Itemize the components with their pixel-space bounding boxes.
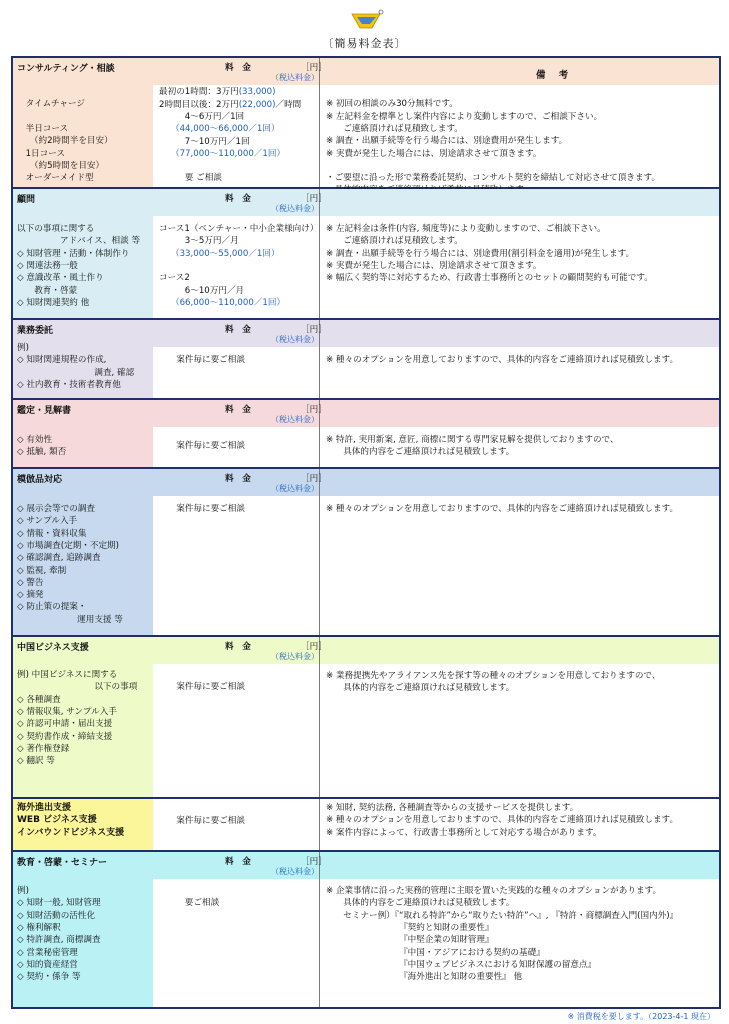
category-item: タイムチャージ [17, 99, 85, 110]
category-item: ◇ 契約書作成・締結支援 [17, 731, 113, 742]
category-item: （約2時間半を目安） [17, 136, 113, 147]
fee-label: 料 金 [225, 642, 251, 652]
category-item: ◇ サンプル入手 [17, 516, 78, 527]
fee-line [159, 297, 285, 309]
fee-line [159, 815, 245, 827]
yen-unit-label: ［円］ [301, 194, 327, 204]
fee-main: 要ご相談 [159, 898, 220, 909]
remark-line: 『中国ウェブビジネスにおける知財保護の留意点』 [326, 959, 597, 970]
fee-line [159, 172, 222, 184]
section-header-band [13, 637, 719, 664]
fee-line [159, 503, 245, 515]
yen-unit-label: ［円］ [301, 63, 327, 73]
remark-line: 『中堅企業の知財管理』 [326, 935, 494, 946]
fee-label: 料 金 [225, 474, 251, 484]
fee-main: 6～10万円／月 [159, 285, 245, 296]
fee-main: 最初の1時間：3万円 [159, 87, 239, 98]
category-item: ◇ 有効性 [17, 435, 53, 445]
column-divider [319, 189, 320, 318]
category-item: ◇ 権利解釈 [17, 922, 61, 933]
remark-line: ご連絡頂ければ見積致します。 [326, 123, 463, 134]
fee-label: 料 金 [225, 325, 251, 335]
fee-line [159, 136, 250, 148]
tax-included-label: （税込料金） [271, 484, 319, 493]
firm-logo [350, 9, 384, 33]
section-3 [13, 320, 719, 400]
fee-main: コース1（ベンチャー・中小企業様向け） [159, 224, 319, 234]
category-item: ◇ 各種調査 [17, 694, 61, 705]
category-item: ◇ 翻訳 等 [17, 756, 55, 767]
category-item: ◇ 営業秘密管理 [17, 947, 78, 958]
section-title: 模倣品対応 [17, 475, 63, 485]
section-5 [13, 469, 719, 637]
fee-main: 4～6万円／1回 [159, 111, 245, 122]
remark-line: ※ 特許, 実用新案, 意匠, 商標に関する専門家見解を提供しておりますので、 [326, 435, 619, 445]
fee-table [11, 56, 721, 1009]
fee-main: 案件毎に要ご相談 [159, 682, 245, 693]
fee-label: 料 金 [225, 405, 251, 415]
document-title: 〔簡易料金表〕 [322, 37, 407, 50]
fee-line [159, 272, 190, 284]
category-item: ◇ 抵触, 類否 [17, 447, 67, 458]
section-title: コンサルティング・相談 [17, 64, 115, 74]
remark-line: ※ 知財, 契約法務, 各種調査等からの支援サービスを提供します。 [326, 803, 579, 813]
category-item: ◇ 情報・資料収集 [17, 528, 87, 539]
column-divider [319, 637, 320, 797]
category-item: ◇ 著作権登録 [17, 743, 70, 754]
remark-line: ・ご要望に沿った形で業務委託契約、コンサルト契約を締結して対応させて頂きます。 [326, 173, 661, 184]
category-item: （約5時間を目安） [17, 160, 105, 171]
category-item: ◇ 知財活動の活性化 [17, 910, 96, 921]
category-item: 例) 中国ビジネスに関する [17, 670, 118, 680]
yen-unit-label: ［円］ [301, 405, 327, 415]
tax-included-label: （税込料金） [271, 415, 319, 424]
section-header-band [13, 58, 719, 85]
tax-footnote: ※ 消費税を要します。（2023-4-1 現在） [567, 1012, 715, 1021]
category-item: ◇ 情報収集, サンプル入手 [17, 706, 117, 717]
fee-line [159, 111, 244, 123]
column-divider [319, 58, 320, 187]
category-item: ◇ 防止策の提案・ [17, 602, 87, 613]
category-item: 以下の事項に関する [17, 224, 95, 234]
fee-line [159, 440, 245, 452]
section-title: 教育・啓蒙・セミナー [17, 858, 108, 868]
fee-label: 料 金 [225, 194, 251, 204]
fee-line [159, 248, 280, 260]
fee-line [159, 99, 301, 111]
column-divider [319, 799, 320, 850]
category-item: 調査, 確認 [17, 367, 135, 378]
remark-line: ※ 実費が発生した場合には、別途請求させて頂きます。 [326, 148, 542, 159]
remark-line: ※ 実費が発生した場合には、別途請求させて頂きます。 [326, 260, 542, 271]
section-4 [13, 400, 719, 469]
category-item: ◇ 知財一般, 知財管理 [17, 898, 101, 909]
remark-line: ※ 調査・出願手続等を行う場合には、別途費用(割引料金を適用)が発生します。 [326, 248, 635, 259]
remark-line: ※ 幅広く契約等に対応するため、行政書士事務所とのセットの顧問契約も可能です。 [326, 273, 653, 284]
fee-tax-included: （33,000～55,000／1回） [171, 248, 280, 259]
category-item: ◇ 知的資産経営 [17, 959, 78, 970]
fee-line [159, 235, 239, 247]
section-title: 鑑定・見解書 [17, 406, 72, 416]
category-item: ◇ 摘発 [17, 590, 44, 601]
remark-line: ※ 種々のオプションを用意しておりますので、具体的内容をご連絡頂ければ見積致します。 [326, 355, 679, 365]
remark-line: ※ 案件内容によって、行政書士事務所として対応する場合があります。 [326, 827, 602, 838]
section-header-band [13, 189, 719, 216]
fee-line [159, 86, 275, 98]
section-title: 顧問 [17, 195, 36, 205]
section-header-band [13, 400, 719, 427]
remark-line: 『中国・アジアにおける契約の基礎』 [326, 947, 545, 958]
section-2 [13, 189, 719, 320]
category-item: ◇ 確認調査, 追跡調査 [17, 553, 101, 564]
category-item: 1日コース [17, 148, 66, 159]
category-item: オーダーメイド型 [17, 173, 94, 184]
category-item: ◇ 監視, 牽制 [17, 565, 67, 576]
fee-main: 案件毎に要ご相談 [159, 355, 245, 366]
fee-line [159, 223, 318, 235]
remark-line: ※ 企業事情に沿った実務的管理に主眼を置いた実践的な種々のオプションがあります。 [326, 886, 662, 896]
fee-tax-included: (33,000) [238, 87, 276, 98]
fee-line [159, 285, 244, 297]
remark-line: ※ 左記料金を標準とし案件内容により変動しますので、ご相談下さい。 [326, 111, 603, 122]
remark-line: 具体的内容をご連絡頂ければ見積致します。 [326, 447, 515, 458]
category-item: ◇ 警告 [17, 577, 44, 588]
remark-line: ※ 左記料金は条件(内容, 頻度等)により変動しますので、ご相談下さい。 [326, 224, 606, 234]
section-8 [13, 852, 719, 1009]
fee-main: 案件毎に要ご相談 [159, 816, 245, 826]
section-7 [13, 799, 719, 852]
section-6 [13, 637, 719, 799]
fee-tax-included: （77,000～110,000／1回） [171, 148, 286, 159]
remark-line: 『海外進出と知財の重要性』 他 [326, 972, 523, 983]
category-item: ◇ 関連法務一般 [17, 260, 78, 271]
category-item: ◇ 市場調査(定期・不定期) [17, 540, 119, 551]
remark-line: 具体的内容をご連絡頂ければ見積致します。 [326, 898, 515, 909]
fee-main: コース2 [159, 273, 190, 284]
remark-line: ご連絡頂ければ見積致します。 [326, 236, 463, 247]
section-title: 業務委託 [17, 326, 54, 336]
category-item: ◇ 知財関連規程の作成, [17, 355, 107, 366]
section-header-band [13, 852, 719, 879]
column-divider [319, 852, 320, 1007]
category-item: ◇ 契約・係争 等 [17, 972, 81, 983]
category-item: 半日コース [17, 123, 69, 134]
remarks-label: 備 考 [536, 70, 571, 81]
fee-tax-included: （44,000～66,000／1回） [171, 124, 280, 135]
fee-line [159, 354, 245, 366]
section-1 [13, 58, 719, 189]
yen-unit-label: ［円］ [301, 325, 327, 335]
fee-main: 7～10万円／1回 [159, 136, 250, 147]
tax-included-label: （税込料金） [271, 204, 319, 213]
fee-line [159, 681, 245, 693]
fee-line [159, 897, 219, 909]
category-item: 以下の事項 [17, 682, 138, 693]
yen-unit-label: ［円］ [301, 642, 327, 652]
category-item: 運用支援 等 [17, 614, 123, 625]
category-item: 例) [17, 886, 29, 896]
fee-tax-included: （66,000～110,000／1回） [171, 297, 286, 308]
remark-line: 具体的内容をご連絡頂ければ見積致します。 [326, 683, 515, 694]
category-item: ◇ 意識改革・風土作り [17, 273, 104, 284]
tax-included-label: （税込料金） [271, 652, 319, 661]
column-divider [319, 469, 320, 635]
yen-unit-label: ［円］ [301, 857, 327, 867]
fee-line [159, 123, 280, 135]
category-item: ◇ 展示会等での調査 [17, 504, 96, 514]
tax-included-label: （税込料金） [271, 73, 319, 82]
remark-line: ※ 種々のオプションを用意しておりますので、具体的内容をご連絡頂ければ見積致します。 [326, 504, 679, 514]
remark-line: ※ 初回の相談のみ30分無料です。 [326, 99, 458, 110]
section-header-band [13, 469, 719, 496]
fee-main: 要 ご相談 [159, 173, 222, 184]
remark-line: 『契約と知財の重要性』 [326, 922, 494, 933]
fee-label: 料 金 [225, 857, 251, 867]
category-item: ◇ 知財管理・活動・体制作り [17, 248, 130, 259]
remark-line: セミナー例）『“取れる特許”から“取りたい特許”へ』, 『特許・商標調査入門(国内外)』 [326, 910, 679, 921]
section-title: インバウンドビジネス支援 [17, 827, 125, 838]
category-item: アドバイス、相談 等 [17, 236, 141, 247]
section-title: 海外進出支援 [17, 803, 72, 813]
fee-main: 案件毎に要ご相談 [159, 504, 245, 515]
tax-included-label: （税込料金） [271, 335, 319, 344]
fee-main: 2時間目以後：2万円 [159, 99, 239, 110]
fee-main: 案件毎に要ご相談 [159, 441, 245, 451]
section-title: WEB ビジネス支援 [17, 815, 97, 826]
category-item: 教育・啓蒙 [17, 285, 78, 296]
category-item: ◇ 許認可申請・届出支援 [17, 719, 113, 730]
category-item: 例) [17, 343, 29, 353]
fee-main: 3～5万円／月 [159, 236, 239, 247]
tax-included-label: （税込料金） [271, 867, 319, 876]
category-item: ◇ 特許調査, 商標調査 [17, 935, 101, 946]
category-item: ◇ 知財関連契約 他 [17, 297, 90, 308]
fee-tax-included: (22,000) [238, 99, 276, 110]
fee-unit: ／時間 [275, 99, 302, 110]
remark-line: ※ 業務提携先やアライアンス先を探す等の種々のオプションを用意しておりますので、 [326, 671, 661, 681]
section-header-band [13, 320, 719, 347]
yen-unit-label: ［円］ [301, 474, 327, 484]
category-item: ◇ 社内教育・技術者教育他 [17, 379, 121, 390]
remark-line: ※ 種々のオプションを用意しておりますので、具体的内容をご連絡頂ければ見積致します。 [326, 815, 679, 826]
section-title: 中国ビジネス支援 [17, 643, 89, 653]
remark-line: ※ 調査・出願手続等を行う場合には、別途費用が発生します。 [326, 136, 568, 147]
fee-line [159, 148, 285, 160]
fee-label: 料 金 [225, 63, 251, 73]
